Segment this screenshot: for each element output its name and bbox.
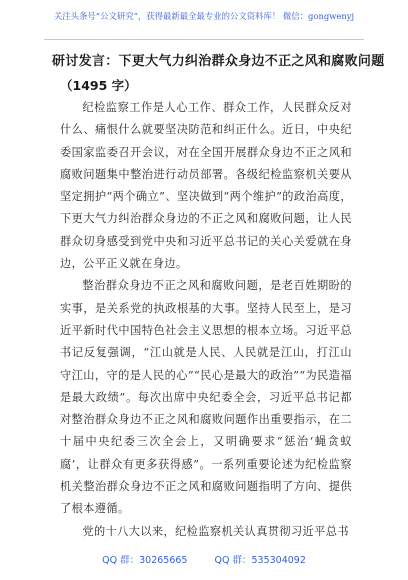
word-count: （1495 字） (60, 78, 137, 93)
footer (0, 552, 408, 566)
qq-group-link[interactable]: QQ 群：535304092 (214, 555, 306, 566)
paragraph: 党的十八大以来，纪检监察机关认真贯彻习近平总书 (82, 524, 349, 538)
qq-group-link[interactable]: QQ 群：30265665 (102, 555, 188, 566)
document-title: 研讨发言：下更大气力纠治群众身边不正之风和腐败问题 (52, 54, 385, 69)
paragraph: 纪检监察工作是人心工作、群众工作，人民群众反对什么、痛恨什么就要坚决防范和纠正什么。近日，中央纪委国家监委召开会议，对在全国开展群众身边不正之风和腐败问题集中整治进行动员部署。各级纪检监察机关要从坚定拥护“两个确立”、坚决做到“两个维护”的政治高度，下更大气力纠治群众身边的不正之风和腐败问题，让人民群众切身感受到党中央和习近平总书记的关心关爱就在身边，公平正义就在身边。 (60, 101, 352, 271)
header-divider (44, 39, 364, 40)
paragraph: 整治群众身边不正之风和腐败问题，是老百姓期盼的实事，是关系党的执政根基的大事。坚持人民至上，是习近平新时代中国特色社会主义思想的根本立场。习近平总书记反复强调，“江山就是人民、人民就是江山，打江山守江山，守的是人民的心”“民心是最大的政治”“为民造福是最大政绩”。每次出席中央纪委全会，习近平总书记都对整治群众身边不正之风和腐败问题作出重要指示，在二十届中央纪委三次全会上，又明确要求“惩治‘蝇贪蚁腐’，让群众有更多获得感”。一系列重要论述为纪检监察机关整治群众身边不正之风和腐败问题指明了方向、提供了根本遵循。 (60, 279, 352, 516)
document-body (60, 97, 352, 543)
header-notice: 关注头条号“公文研究”，获得最新最全最专业的公文资料库！ 微信：gongwenyj (53, 11, 355, 21)
